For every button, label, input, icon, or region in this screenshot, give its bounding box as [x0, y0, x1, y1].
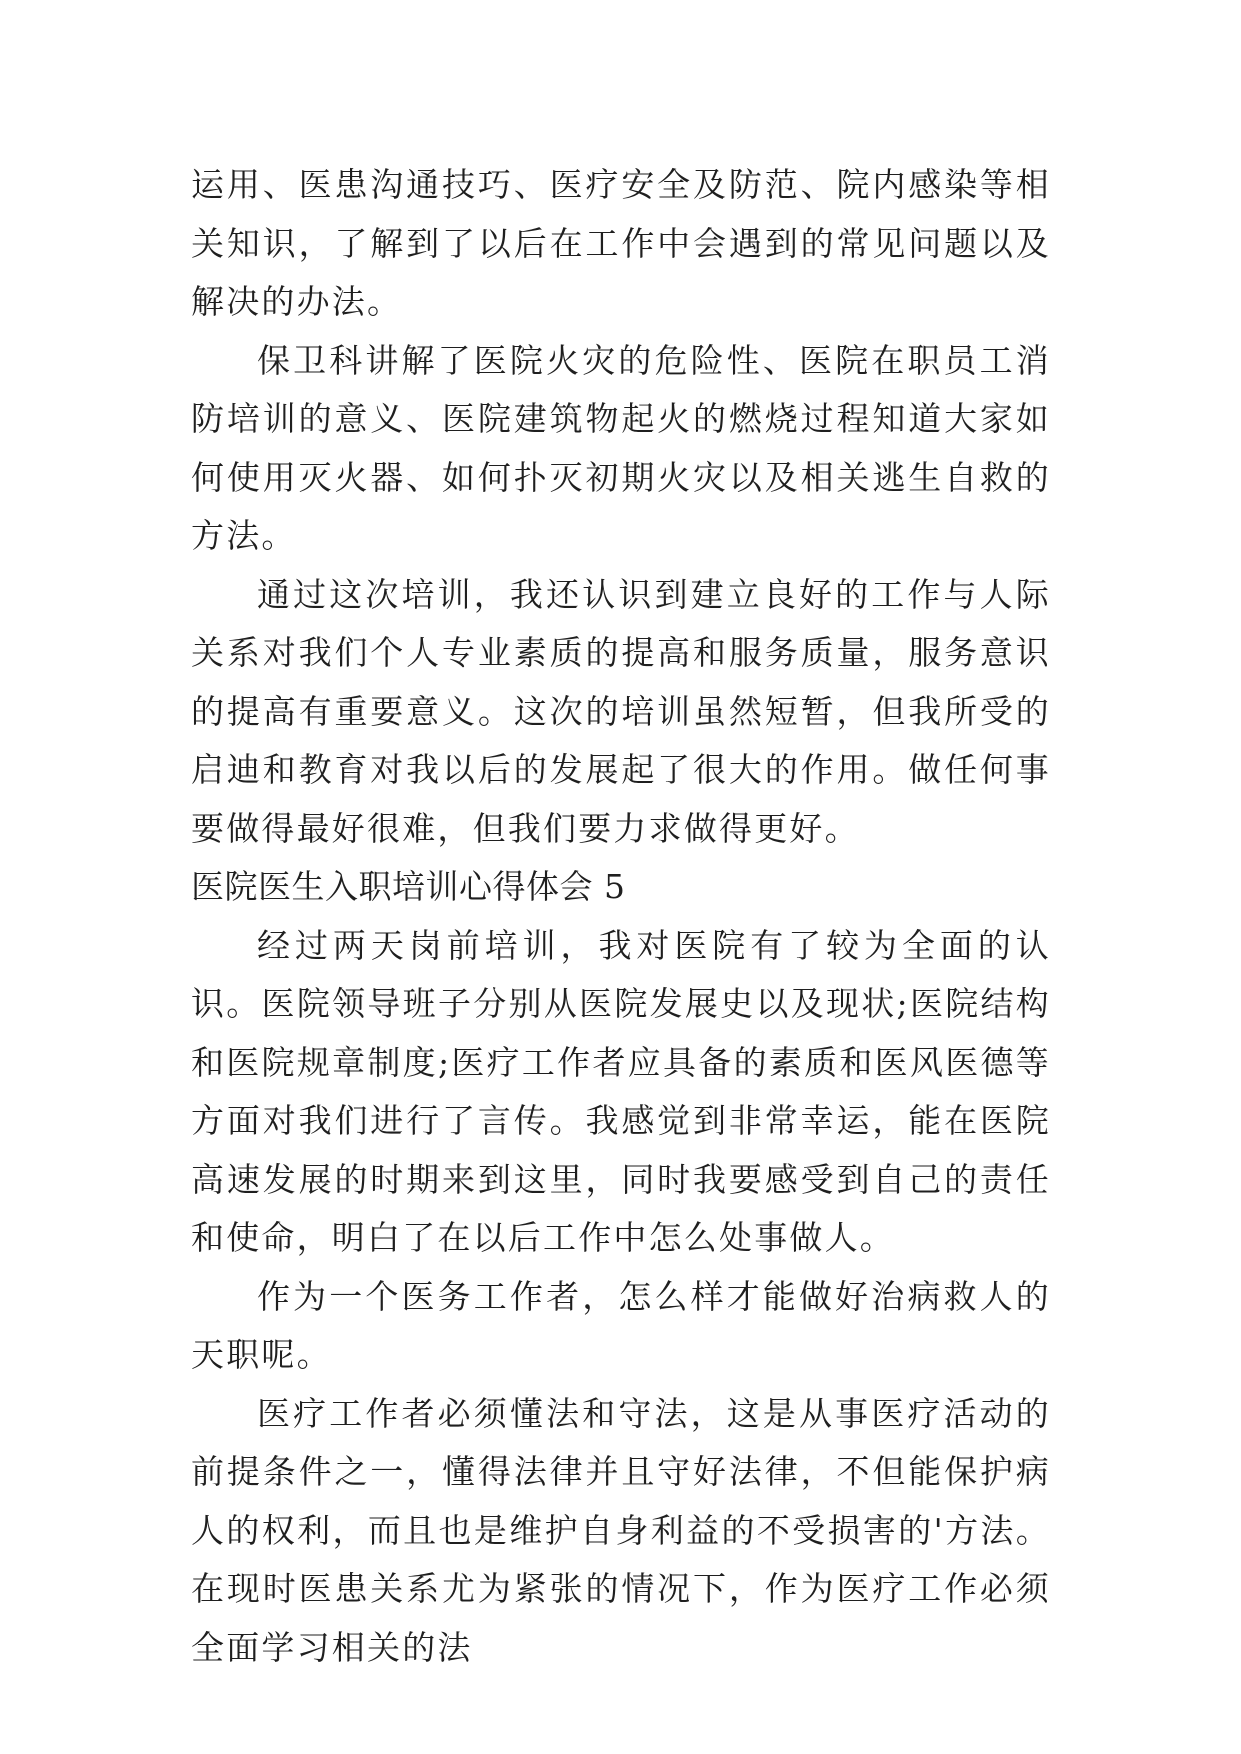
section-heading: 医院医生入职培训心得体会 5 — [191, 867, 626, 906]
paragraph-training-reflection: 通过这次培训，我还认识到建立良好的工作与人际关系对我们个人专业素质的提高和服务质量，服务意识的提高有重要意义。这次的培训虽然短暂，但我所受的启迪和教育对我以后的发展起了很大的作用。做任何事要做得最好很难，但我们要力求做得更好。 — [191, 574, 1051, 848]
document-body — [191, 156, 1051, 1677]
paragraph-security-training: 保卫科讲解了医院火灾的危险性、医院在职员工消防培训的意义、医院建筑物起火的燃烧过程知道大家如何使用灭火器、如何扑灭初期火灾以及相关逃生自救的方法。 — [191, 340, 1051, 555]
paragraph-question: 作为一个医务工作者，怎么样才能做好治病救人的天职呢。 — [191, 1276, 1051, 1374]
paragraph-law: 医疗工作者必须懂法和守法，这是从事医疗活动的前提条件之一，懂得法律并且守好法律，不但能保护病人的权利，而且也是维护自身利益的不受损害的'方法。在现时医患关系尤为紧张的情况下，作为医疗工作必须全面学习相关的法 — [191, 1393, 1051, 1667]
paragraph-continuation: 运用、医患沟通技巧、医疗安全及防范、院内感染等相关知识，了解到了以后在工作中会遇到的常见问题以及解决的办法。 — [191, 165, 1051, 321]
paragraph-hospital-overview: 经过两天岗前培训，我对医院有了较为全面的认识。医院领导班子分别从医院发展史以及现状;医院结构和医院规章制度;医疗工作者应具备的素质和医风医德等方面对我们进行了言传。我感觉到非常幸运，能在医院高速发展的时期来到这里，同时我要感受到自己的责任和使命，明白了在以后工作中怎么处事做人。 — [191, 925, 1051, 1257]
